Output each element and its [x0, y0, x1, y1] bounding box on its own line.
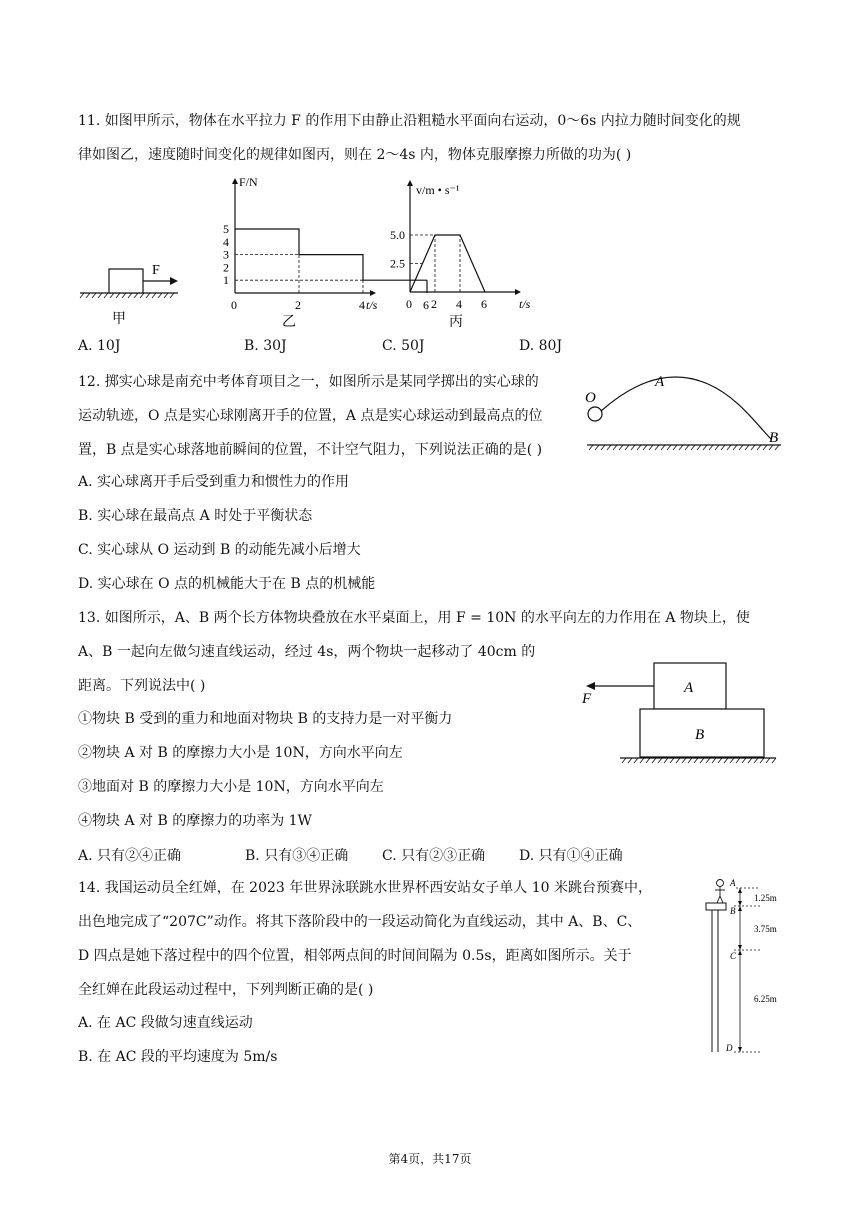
q13-option-b: B. 只有③④正确	[245, 848, 349, 864]
x-tick-label: 2	[431, 297, 437, 311]
y-axis-arrow	[407, 180, 413, 186]
q12-option-a: A. 实心球离开手后受到重力和惯性力的作用	[78, 474, 350, 490]
platform	[706, 903, 726, 910]
ground-hatch	[670, 758, 674, 763]
q13-statement-4: ④物块 A 对 B 的摩擦力的功率为 1W	[78, 813, 312, 829]
x-axis-label: t/s	[519, 297, 531, 311]
x-tick-label: 0	[231, 298, 237, 312]
ground-hatch	[691, 445, 695, 450]
ground-hatch	[661, 445, 665, 450]
ground-hatch	[667, 445, 671, 450]
q12-option-d: D. 实心球在 O 点的机械能大于在 B 点的机械能	[78, 576, 376, 592]
q13-statement-3: ③地面对 B 的摩擦力大小是 10N，方向水平向左	[78, 779, 384, 795]
y-tick-label: 5	[223, 222, 229, 236]
q12-text-line1: 12. 掷实心球是南充中考体育项目之一，如图所示是某同学掷出的实心球的	[78, 374, 539, 390]
q14-text-line4: 全红婵在此段运动过程中，下列判断正确的是( )	[78, 982, 374, 998]
ground-hatch	[709, 445, 713, 450]
ground-hatch	[757, 445, 761, 450]
q11-option-b: B. 30J	[244, 338, 287, 354]
distance-cd: 6.25m	[754, 994, 777, 1004]
ground-hatch	[730, 758, 734, 763]
ground-hatch	[637, 445, 641, 450]
ground-hatch	[649, 445, 653, 450]
ground-hatch	[688, 758, 692, 763]
block	[109, 269, 143, 293]
ground-hatch	[760, 758, 764, 763]
force-label: F	[152, 263, 160, 278]
label-o: O	[585, 390, 596, 406]
y-tick-label: 1	[223, 273, 229, 288]
y-tick-label: 5.0	[390, 228, 405, 242]
label-a: A	[655, 374, 665, 390]
ground-hatch	[634, 758, 638, 763]
q13-text-line1: 13. 如图所示，A、B 两个长方体物块叠放在水平桌面上，用 F = 10N 的水平向左的力作用在 A 物块上，使	[78, 610, 750, 626]
ground-hatch	[724, 758, 728, 763]
ground-hatch	[595, 445, 599, 450]
ground-hatch	[589, 445, 593, 450]
ground-hatch	[718, 758, 722, 763]
caption-jia: 甲	[112, 312, 126, 327]
ground-hatch	[763, 445, 767, 450]
y-tick-label: 3	[223, 247, 229, 262]
q14-diving-figure	[688, 874, 798, 1062]
ball	[588, 407, 602, 421]
q11-text-line1: 11. 如图甲所示，物体在水平拉力 F 的作用下由静止沿粗糙水平面向右运动，0～6s 内拉力随时间变化的规	[78, 113, 741, 129]
ground-hatch	[754, 758, 758, 763]
ground-hatch	[703, 445, 707, 450]
label-b: B	[695, 727, 705, 743]
point-d: D	[726, 1043, 733, 1053]
label-b: B	[769, 430, 779, 446]
page-footer: 第4页，共17页	[388, 1152, 472, 1166]
ground-hatch	[622, 758, 626, 763]
trajectory-curve	[601, 377, 771, 439]
ground-hatch	[646, 758, 650, 763]
q11-figure-jia	[78, 255, 188, 330]
q13-statement-2: ②物块 A 对 B 的摩擦力大小是 10N，方向水平向左	[78, 745, 403, 761]
q12-text-line2: 运动轨迹，O 点是实心球刚离开手的位置，A 点是实心球运动到最高点的位	[78, 408, 543, 424]
q14-text-line1: 14. 我国运动员全红婵，在 2023 年世界泳联跳水世界杯西安站女子单人 10 米跳台预赛中，	[78, 880, 652, 896]
q14-text-line2: 出色地完成了“207C”动作。将其下落阶段中的一段运动简化为直线运动，其中 A、B、C、	[78, 914, 642, 930]
distance-ab: 1.25m	[754, 893, 777, 903]
x-tick-label: 6	[481, 297, 487, 311]
q14-text-line3: D 四点是她下落过程中的四个位置，相邻两点间的时间间隔为 0.5s，距离如图所示。关于	[78, 948, 632, 964]
ground-hatch	[715, 445, 719, 450]
ground-hatch	[694, 758, 698, 763]
q11-chart-bing	[385, 176, 545, 330]
ground-hatch	[607, 445, 611, 450]
q13-option-d: D. 只有①④正确	[519, 848, 623, 864]
ground-hatch	[676, 758, 680, 763]
point-c: C	[730, 951, 737, 961]
q13-text-line2: A、B 一起向左做匀速直线运动，经过 4s，两个物块一起移动了 40cm 的	[78, 644, 536, 660]
x-axis-label: t/s	[366, 298, 378, 312]
ground-hatch	[712, 758, 716, 763]
ground-hatch	[736, 758, 740, 763]
q13-text-line3: 距离。下列说法中( )	[78, 678, 206, 694]
ground-hatch	[628, 758, 632, 763]
q14-option-a: A. 在 AC 段做匀速直线运动	[78, 1015, 253, 1031]
ground-hatch	[748, 758, 752, 763]
x-tick-label: 2	[295, 298, 301, 312]
ground-hatch	[751, 445, 755, 450]
ground-hatch	[721, 445, 725, 450]
caption-bing: 丙	[449, 315, 463, 330]
ground-hatch	[679, 445, 683, 450]
x-tick-label: 6	[423, 298, 429, 312]
x-tick-label: 4	[456, 297, 462, 311]
ground-hatch	[745, 445, 749, 450]
point-a: A	[730, 878, 736, 888]
q11-option-a: A. 10J	[78, 338, 121, 354]
q11-text-line2: 律如图乙，速度随时间变化的规律如图丙，则在 2～4s 内，物体克服摩擦力所做的功为( )	[78, 147, 632, 163]
x-tick-label: 0	[406, 297, 412, 311]
distance-bc: 3.75m	[754, 924, 777, 934]
q12-text-line3: 置，B 点是实心球落地前瞬间的位置，不计空气阻力，下列说法正确的是( )	[78, 442, 543, 458]
ground-hatch	[640, 758, 644, 763]
y-tick-label: 2.5	[390, 256, 405, 271]
ground-hatch	[733, 445, 737, 450]
caption-yi: 乙	[282, 315, 296, 330]
point-b: B	[730, 906, 736, 916]
label-f: F	[582, 691, 592, 707]
diver-head	[717, 880, 724, 887]
ground-hatch	[658, 758, 662, 763]
q13-option-a: A. 只有②④正确	[78, 848, 182, 864]
ground-hatch	[742, 758, 746, 763]
ground-hatch	[766, 758, 770, 763]
ground-hatch	[706, 758, 710, 763]
ground-hatch	[772, 758, 776, 763]
q12-option-b: B. 实心球在最高点 A 时处于平衡状态	[78, 508, 313, 524]
x-axis-arrow	[370, 290, 376, 296]
ground-hatch	[619, 445, 623, 450]
ground-hatch	[613, 445, 617, 450]
ground-hatch	[655, 445, 659, 450]
q13-option-c: C. 只有②③正确	[382, 848, 486, 864]
ground-hatch	[700, 758, 704, 763]
ground-hatch	[601, 445, 605, 450]
ground-hatch	[682, 758, 686, 763]
y-tick-label: 4	[223, 234, 229, 249]
ground-hatch	[625, 445, 629, 450]
ground-hatch	[727, 445, 731, 450]
q14-option-b: B. 在 AC 段的平均速度为 5m/s	[78, 1049, 278, 1065]
label-a: A	[684, 680, 694, 696]
ground-hatch	[739, 445, 743, 450]
ground-hatch	[697, 445, 701, 450]
ground-hatch	[631, 445, 635, 450]
ground-hatch	[643, 445, 647, 450]
ground-hatch	[664, 758, 668, 763]
ground-hatch	[652, 758, 656, 763]
y-axis-label: F/N	[239, 175, 258, 189]
q11-option-d: D. 80J	[519, 338, 563, 354]
x-tick-label: 4	[359, 298, 365, 312]
q12-option-c: C. 实心球从 O 运动到 B 的动能先减小后增大	[78, 542, 361, 558]
x-axis-arrow	[515, 289, 521, 295]
q12-trajectory-figure	[583, 366, 788, 458]
y-axis-arrow	[232, 178, 238, 184]
q13-blocks-figure	[578, 655, 778, 767]
q11-option-c: C. 50J	[382, 338, 425, 354]
y-axis-label: v/m • s⁻¹	[416, 183, 460, 197]
ground-hatch	[685, 445, 689, 450]
y-tick-label: 2	[223, 260, 229, 275]
q13-statement-1: ①物块 B 受到的重力和地面对物块 B 的支持力是一对平衡力	[78, 711, 453, 727]
ground-hatch	[673, 445, 677, 450]
